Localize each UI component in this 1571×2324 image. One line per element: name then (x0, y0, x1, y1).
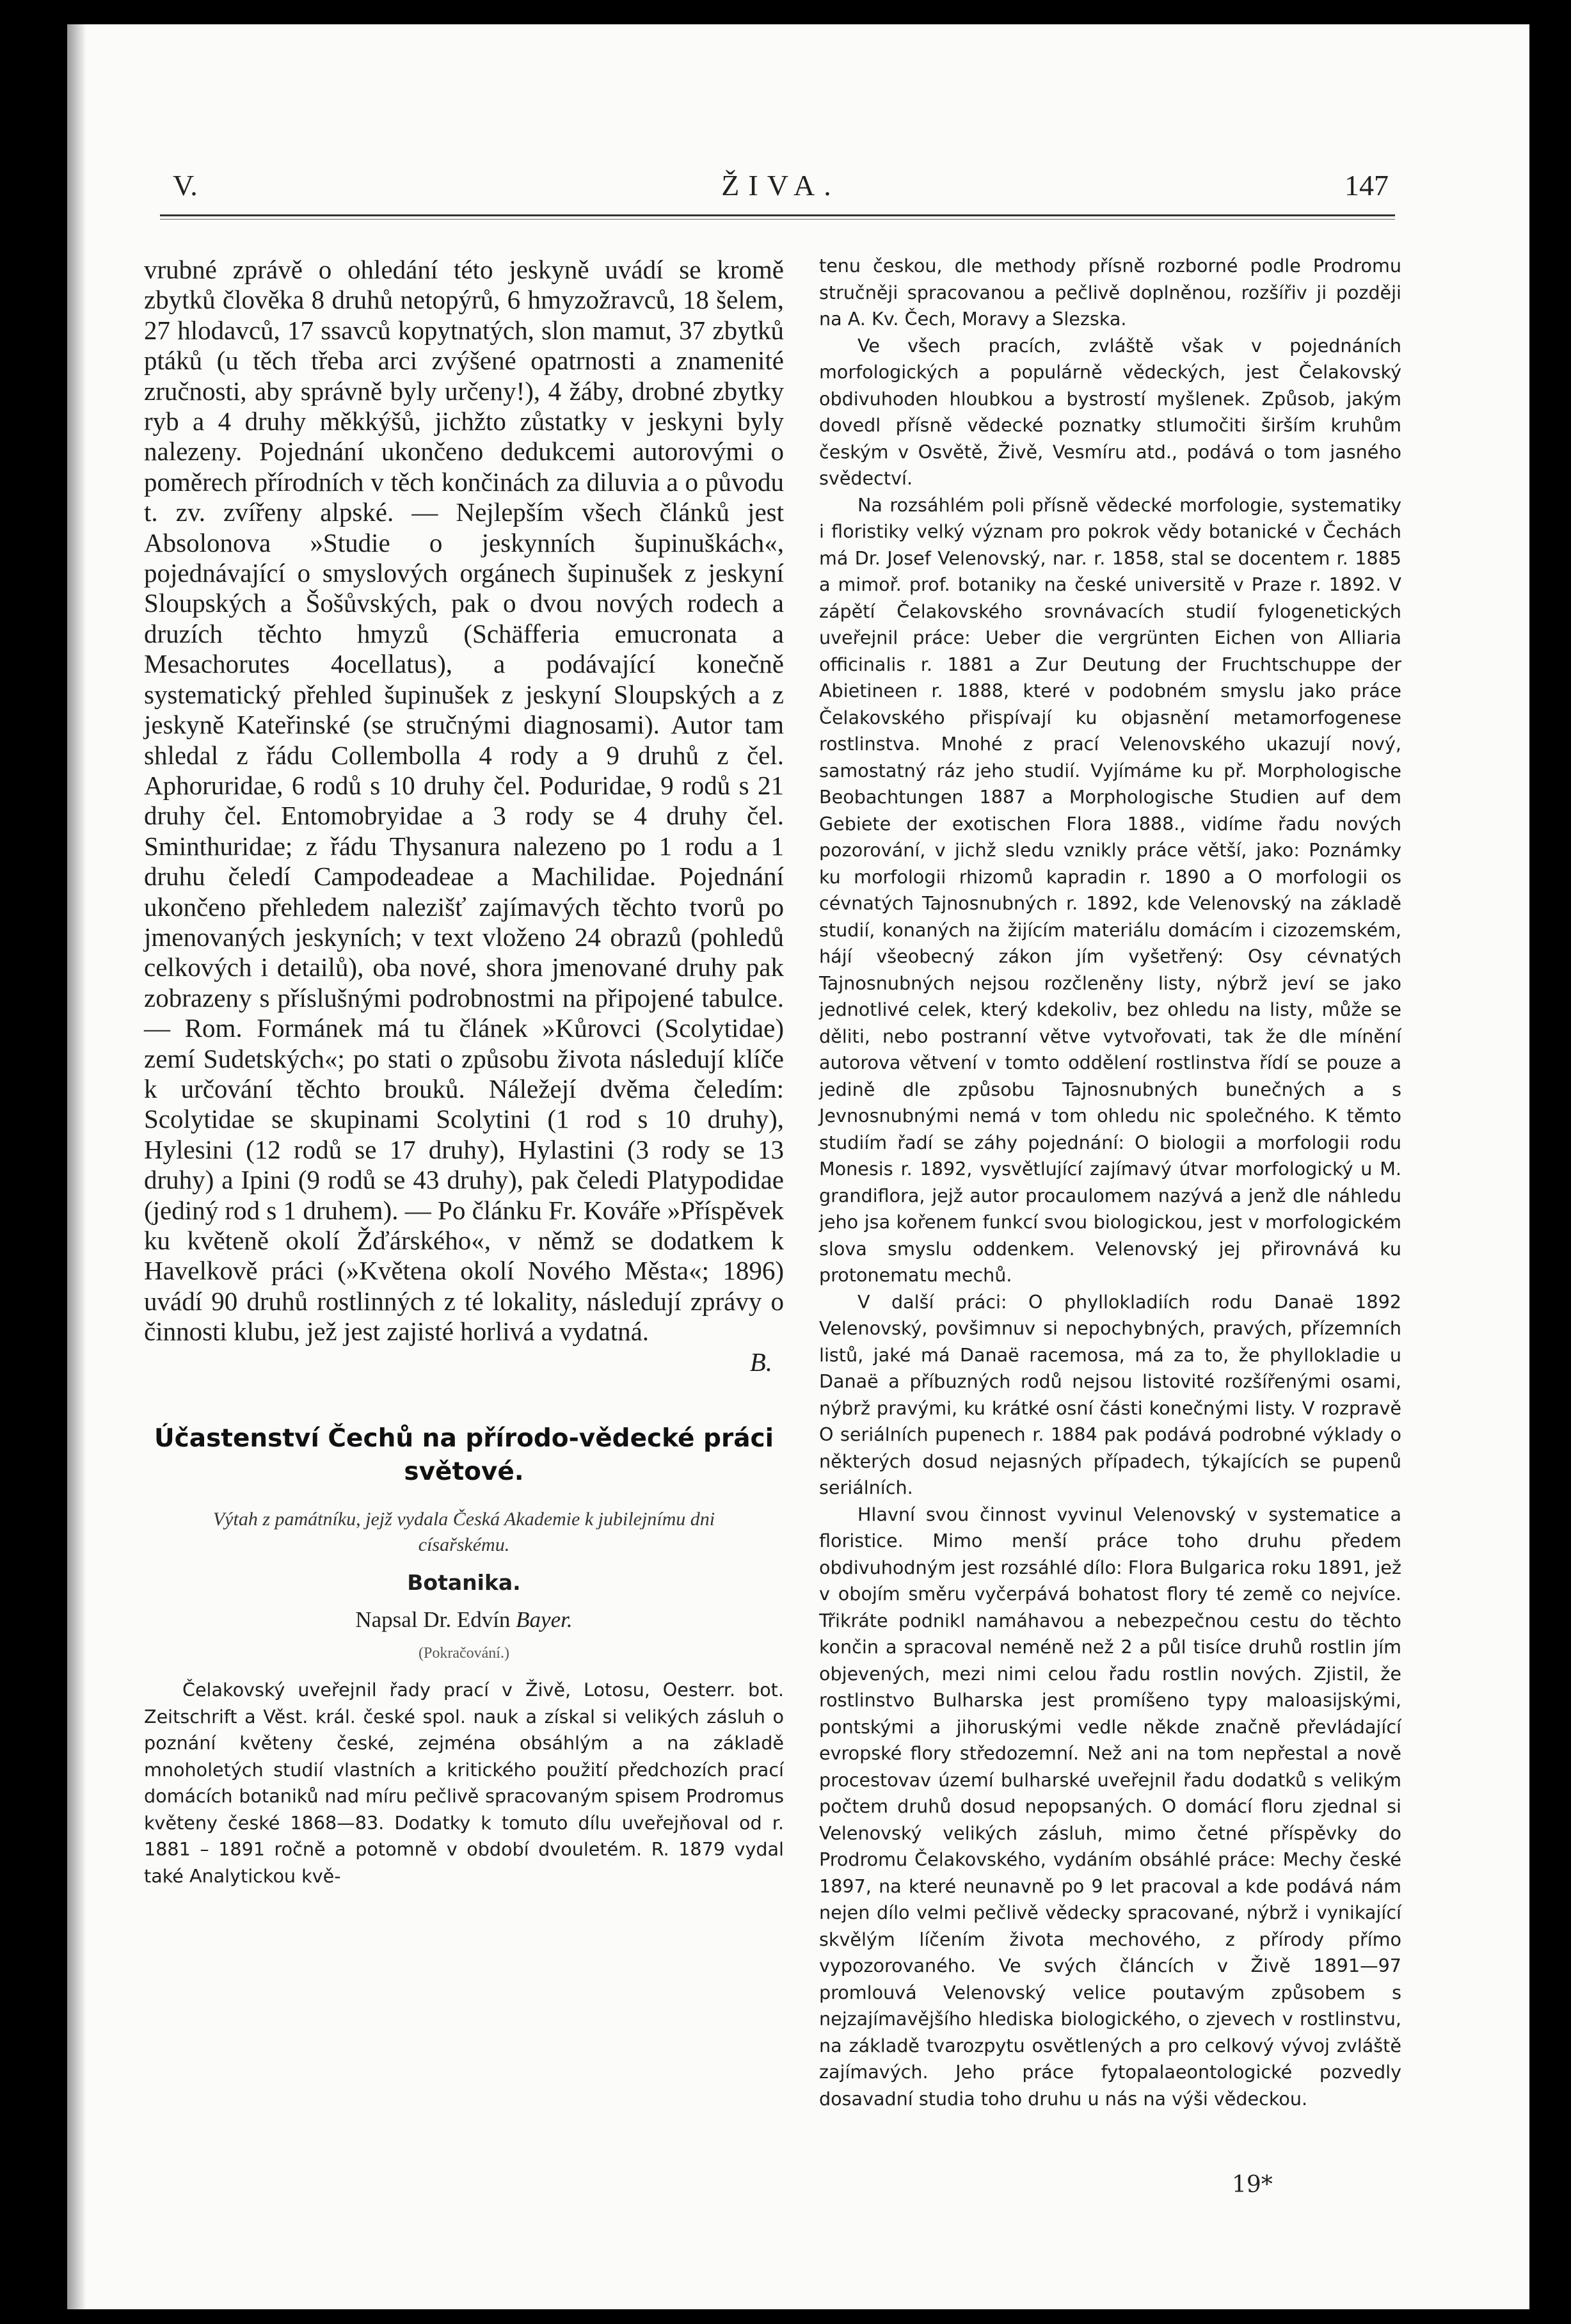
page-number: 147 (1344, 169, 1389, 202)
right-column (819, 253, 1401, 2112)
page-edge-shadow (67, 24, 86, 2309)
article-paragraph: tenu českou, dle methody přísně rozborné podle Prodromu stručněji spracovanou a pečlivě doplněnou, rozšířiv ji později na A. Kv. Čech, Moravy a Slezska. (819, 255, 1401, 330)
header-rule-thin (160, 219, 1395, 220)
author-prefix: Napsal Dr. Edvín (355, 1607, 511, 1633)
running-header (173, 168, 1389, 216)
page (67, 24, 1529, 2309)
article-paragraph: Hlavní svou činnost vyvinul Velenovský v systematice a floristice. Mimo menší práce toho druhu předem obdivuhodným jest rozsáhlé dílo: Flora Bulgarica roku 1891, jež v obojím směru vyčerpává bohatost flory té země co nejvíce. Třikráte podnikl namáhavou a nebezpečnou cestu do těchto končin a spracoval neméně než 2 a půl tisíce druhů rostlin jím objevených, mezi nimi celou řadu rostlin nových. Zjistil, že rostlinstvo Bulharska jest promíšeno typy maloasijskými, pontskými a jihoruskými vedle někde značně převládající evropské flory středozemní. Než ani na tom nepřestal a nově procestovav území bulharské uveřejnil řadu dodatků s velikým počtem druhů dosud nepopsaných. O domácí floru zjednal si Velenovský velikých zásluh, mimo četné příspěvky do Prodromu Čelakovského, vydáním obsáhlé práce: Mechy české 1897, na které neunavně po 9 let pracoval a kde podává nám nejen dílo velmi pečlivě vědecky spracované, nýbrž i vynikající skvělým líčením života mechového, z přírody přímo vypozorovaného. Ve svých článcích v Živě 1891—97 promlouvá Velenovský velice poutavým způsobem s nejzajímavějšího hlediska biologického, o zjevech v rostlinstvu, na základě tvarozpytu osvětlených a pro celkový vývoj zvláště zajímavých. Jeho práce fytopalaeontologické pozvedly dosavadní studia toho druhu u nás na výši vědeckou. (819, 1503, 1401, 2110)
article-paragraph: V další práci: O phyllokladiích rodu Danaë 1892 Velenovský, povšimnuv si nepochybných, pravých, přízemních listů, jaké má Danaë racemosa, má za to, že phyllokladie u Danaë a příbuzných rodů nejsou listovité rozšířenými osami, nýbrž pravými, ku krátké osní části konečnými listy. V rozpravě O seriálních pupenech r. 1884 pak podává podrobné výklady o některých dosud nejasných případech, týkajících se pupenů seriálních. (819, 1290, 1401, 1498)
volume-number: V. (173, 169, 198, 202)
article-title: Účastenství Čechů na přírodo-vědecké práci světové. (154, 1424, 774, 1487)
section-heading: Botanika. (407, 1570, 521, 1596)
article-excerpt-note: Výtah z památníku, jejž vydala Česká Akademie k jubilejnímu dni císařskému. (212, 1509, 715, 1556)
review-signature: B. (749, 1347, 772, 1377)
journal-title: ŽIVA. (721, 169, 840, 202)
left-column (144, 255, 784, 1889)
review-paragraph: vrubné zprávě o ohledání této jeskyně uvádí se kromě zbytků člověka 8 druhů netopýrů, 6 hmyzožravců, 18 šelem, 27 hlodavců, 17 ssavců kopytnatých, slon mamut, 37 zbytků ptáků (u těch třeba arci zvýšené opatrnosti a znamenité zručnosti, aby správně byly určeny!), 4 žáby, drobné zbytky ryb a 4 druhy měkkýšů, jichžto zůstatky v jeskyni byly nalezeny. Pojednání ukončeno dedukcemi autorovými o poměrech přírodních v těch končinách za diluvia a o původu t. zv. zvířeny alpské. — Nejlepším všech článků jest Absolonova »Studie o jeskynních šupinuškách«, pojednávající o smyslových orgánech šupinušek z jeskyní Sloupských a Šošůvských, pak o dvou nových rodech a druzích těchto hmyzů (Schäfferia emucronata a Mesachorutes 4ocellatus), a podávající konečně systematický přehled šupinušek z jeskyní Sloupských a z jeskyně Kateřinské (se stručnými diagnosami). Autor tam shledal z řádu Collembolla 4 rody a 9 druhů z čel. Aphoruridae, 6 rodů s 10 druhy čel. Poduridae, 9 rodů s 21 druhy čel. Entomobryidae a 3 rody se 4 druhy čel. Sminthuridae; z řádu Thysanura nalezeno po 1 rodu a 1 druhu čeledí Campodeadeae a Machilidae. Pojednání ukončeno přehledem nalezišť zajímavých těchto tvorů po jmenovaných jeskyních; v text vloženo 24 obrazů (pohledů celkových i detailů), oba nové, shora jmenované druhy pak zobrazeny s příslušnými podrobnostmi na připojené tabulce. — Rom. Formánek má tu článek »Kůrovci (Scolytidae) zemí Sudetských«; po stati o způsobu života následují klíče k určování těchto brouků. Náležejí dvěma čeledím: Scolytidae se skupinami Scolytini (1 rod s 10 druhy), Hylesini (12 rodů se 17 druhy), Hylastini (3 rody se 13 druhy) a Ipini (9 rodů se 43 druhy), pak čeledi Platypodidae (jediný rod s 1 druhem). — Po článku Fr. Kováře »Příspěvek ku květeně okolí Žďárského«, v němž se dodatkem k Havelkově práci (»Květena okolí Nového Města«; 1896) uvádí 90 druhů rostlinných z té lokality, následují zprávy o činnosti klubu, jež jest zajisté horlivá a vydatná. (144, 255, 784, 1347)
article-body-start (144, 1677, 784, 1889)
signature-mark: 19* (1232, 2172, 1273, 2198)
author-name: Bayer. (516, 1607, 573, 1633)
article-paragraph: Na rozsáhlém poli přísně vědecké morfologie, systematiky i floristiky velký význam pro pokrok vědy botanické v Čechách má Dr. Josef Velenovský, nar. r. 1858, stal se docentem r. 1885 a mimoř. prof. botaniky na české universitě v Praze r. 1892. V zápětí Čelakovského srovnávacích studií fylogenetických uveřejnil práce: Ueber die vergrünten Eichen von Alliaria officinalis r. 1881 a Zur Deutung der Fruchtschuppe der Abietineen r. 1888, které v podobném smyslu jako práce Čelakovského přispívají ku objasnění metamorfogenese rostlinstva. Mnohé z prací Velenovského ukazují nový, samostatný ráz jeho studií. Vyjímáme ku př. Morphologische Beobachtungen 1887 a Morphologische Studien auf dem Gebiete der exotischen Flora 1888., vidíme řadu nových pozorování, v jichž sledu vznikly práce větší, jako: Poznámky ku morfologii rhizomů kapradin r. 1890 a O morfologii os cévnatých Tajnosnubných r. 1892, kde Velenovský na základě studií, konaných na žijícím materiálu domácím i cizozemském, hájí všeobecný zákon jím vyšetřený: Osy cévnatých Tajnosnubných nejsou rozčleněny listy, nýbrž jeví se jako jednotlivé celek, který kdekoliv, bez ohledu na listy, může se děliti, nebo postranní větve vytvořovati, tak že dle mínění autorova větvení v tomto oddělení rostlinstva řídí se pouze a jedině dle způsobu Tajnosnubných bunečných a s Jevnosnubnými nemá v tom ohledu nic společného. K těmto studiím řadí se záhy pojednání: O biologii a morfologii rodu Monesis r. 1892, vysvětlující zajímavý útvar morfologický u M. grandiflora, jejž autor procaulomem nazývá a jenž dle náhledu jeho jsa kořenem funkcí svou biologickou, jest v morfologickém slova smyslu oddenkem. Velenovský jej přirovnává ku protonematu mechů. (819, 493, 1401, 1286)
article-paragraph: Ve všech pracích, zvláště však v pojednáních morfologických a populárně vědeckých, jest Čelakovský obdivuhoden hloubkou a bystrostí myšlenek. Způsob, jakým dovedl přísně vědecké poznatky stlumočiti širším kruhům českým v Osvětě, Živě, Vesmíru atd., podává o tom jasného svědectví. (819, 334, 1401, 489)
article-author (144, 1601, 784, 1639)
continued-note: (Pokračování.) (419, 1645, 509, 1662)
header-rule (160, 214, 1395, 216)
article-paragraph: Čelakovský uveřejnil řady prací v Živě, Lotosu, Oesterr. bot. Zeitschrift a Věst. král. české spol. nauk a získal si velikých zásluh o poznání květeny české, zejména obsáhlým a na základě mnoholetých studií vlastních a kritického použití předchozích prací domácích botaniků nad míru pečlivě spracovaným spisem Prodromus květeny české 1868—83. Dodatky k tomuto dílu uveřejňoval od r. 1881 – 1891 ročně a potomně v období dvouletém. R. 1879 vydal také Analytickou kvě- (144, 1679, 784, 1887)
